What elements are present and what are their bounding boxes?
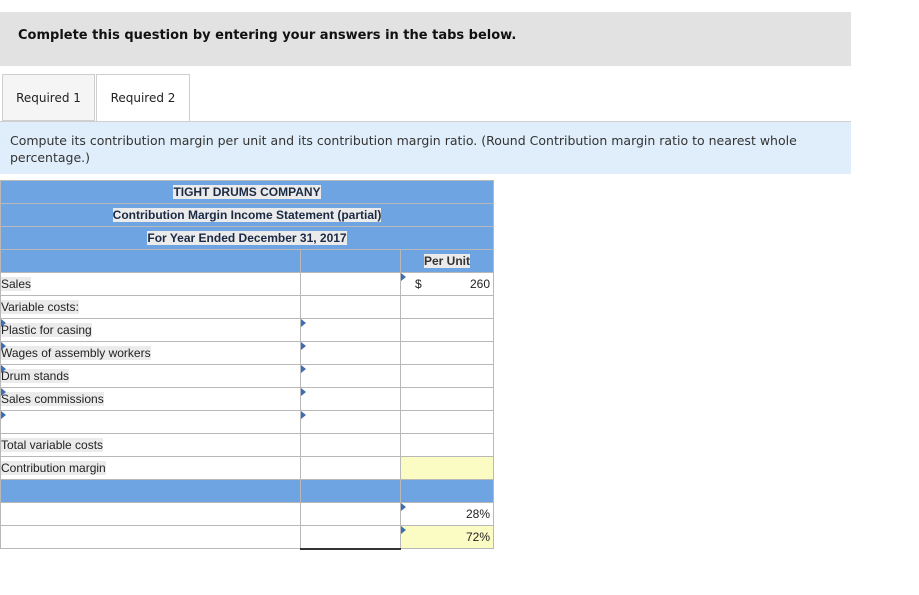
ratio-amount-input-2[interactable] (301, 526, 401, 549)
table-row (1, 296, 494, 319)
table-row (1, 342, 494, 365)
table-row (1, 365, 494, 388)
cost-item-2-input[interactable]: Wages of assembly workers (1, 342, 301, 365)
cost-item-1-amount-input[interactable] (301, 319, 401, 342)
header-blank-2 (301, 250, 401, 273)
header-blank-1 (1, 250, 301, 273)
total-variable-costs-label: Total variable costs (1, 434, 301, 457)
contribution-margin-per-unit-input[interactable] (401, 457, 494, 480)
cost-item-4-input[interactable]: Sales commissions (1, 388, 301, 411)
company-name: TIGHT DRUMS COMPANY (1, 181, 494, 204)
sales-label: Sales (1, 273, 301, 296)
sales-per-unit-cell (401, 273, 494, 296)
statement-title: Contribution Margin Income Statement (partial) (1, 204, 494, 227)
section-divider (401, 480, 494, 503)
banner-text: Complete this question by entering your answers in the tabs below. (18, 28, 517, 43)
empty-cell (401, 365, 494, 388)
cost-item-3-amount-input[interactable] (301, 365, 401, 388)
ratio-amount-input[interactable] (301, 503, 401, 526)
cost-item-5-amount-input[interactable] (301, 411, 401, 434)
empty-cell (301, 296, 401, 319)
table-row (1, 526, 494, 549)
question-instructions (0, 122, 851, 174)
table-row (1, 388, 494, 411)
table-row (1, 273, 494, 296)
table-row (1, 411, 494, 434)
empty-cell (401, 411, 494, 434)
table-row (1, 319, 494, 342)
empty-cell (401, 388, 494, 411)
currency-symbol: $ (415, 277, 422, 291)
statement-period: For Year Ended December 31, 2017 (1, 227, 494, 250)
tab-required-1[interactable]: Required 1 (2, 74, 95, 121)
section-divider (301, 480, 401, 503)
cost-item-3-input[interactable]: Drum stands (1, 365, 301, 388)
empty-cell (301, 434, 401, 457)
section-divider (1, 480, 301, 503)
cost-item-1-input[interactable]: Plastic for casing (1, 319, 301, 342)
cost-item-4-amount-input[interactable] (301, 388, 401, 411)
total-variable-costs-per-unit-input[interactable] (401, 434, 494, 457)
cost-item-2-amount-input[interactable] (301, 342, 401, 365)
per-unit-header: Per Unit (401, 250, 494, 273)
contribution-margin-label: Contribution margin (1, 457, 301, 480)
instruction-banner (0, 12, 851, 66)
table-row (1, 434, 494, 457)
ratio-label-input-2[interactable] (1, 526, 301, 549)
variable-costs-label: Variable costs: (1, 296, 301, 319)
instruction-text: Compute its contribution margin per unit and its contribution margin ratio. (Round Contribution margin ratio to nearest whole percentage.) (10, 133, 797, 165)
empty-cell (301, 457, 401, 480)
ratio-input-2[interactable]: 72% (401, 526, 494, 549)
contribution-margin-worksheet (0, 180, 494, 550)
ratio-label-input[interactable] (1, 503, 301, 526)
empty-cell (401, 342, 494, 365)
empty-cell (401, 296, 494, 319)
sales-per-unit-value: 260 (469, 277, 490, 291)
tab-required-2[interactable]: Required 2 (96, 74, 190, 121)
table-row (1, 457, 494, 480)
ratio-input-1[interactable]: 28% (401, 503, 494, 526)
sales-amount-cell (301, 273, 401, 296)
empty-cell (401, 319, 494, 342)
table-row (1, 480, 494, 503)
table-row (1, 503, 494, 526)
cost-item-5-input[interactable] (1, 411, 301, 434)
